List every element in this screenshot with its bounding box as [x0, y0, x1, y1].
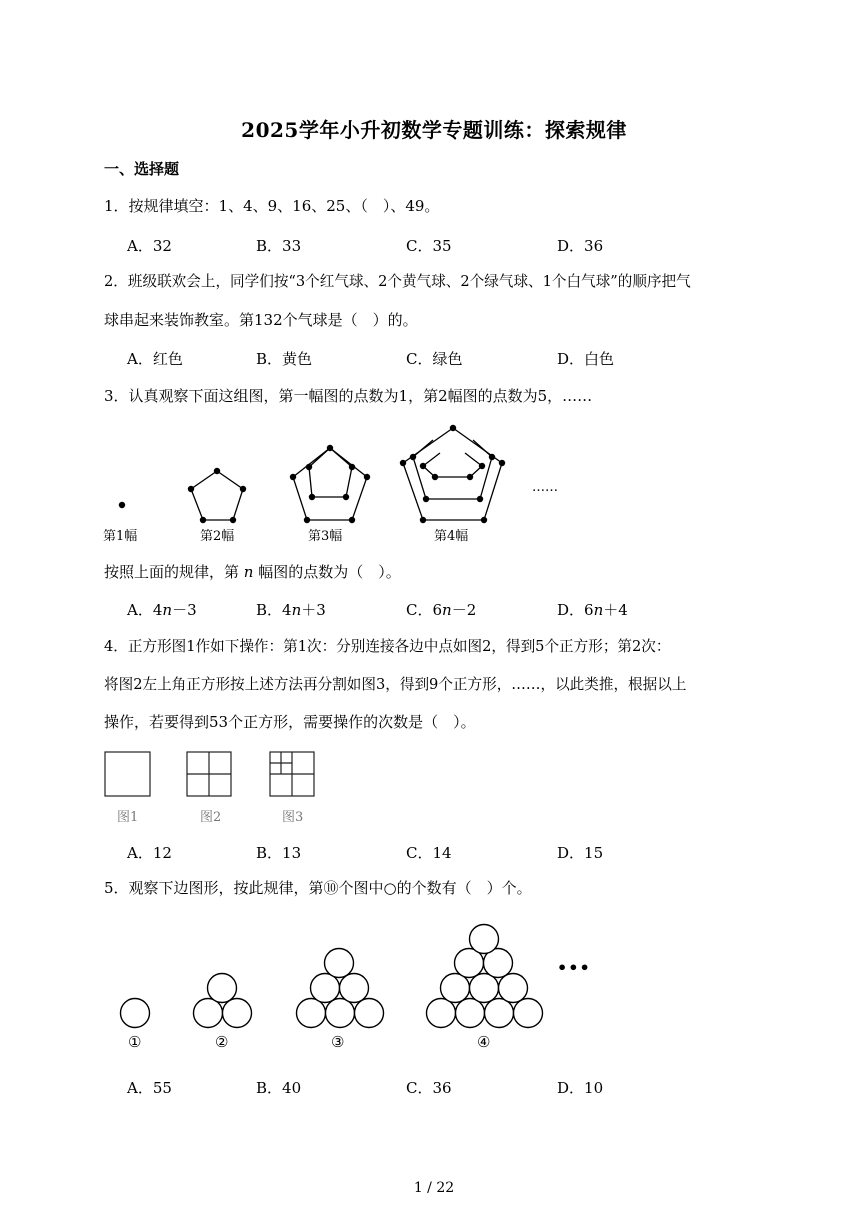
q4-option-a[interactable]: A．12 — [127, 844, 172, 862]
fig1-dot — [119, 502, 125, 508]
fig1-caption: 第1幅 — [103, 529, 138, 544]
q3-option-b[interactable]: B．4n＋3 — [256, 601, 326, 619]
question-4-line-2: 将图2左上角正方形按上述方法再分割如图3，得到9个正方形，……，以此类推，根据以上 — [104, 676, 687, 693]
q2-option-b[interactable]: B．黄色 — [256, 350, 313, 368]
figures-ellipsis: …… — [532, 480, 558, 495]
page-title: 2025学年小升初数学专题训练：探索规律 — [241, 118, 627, 142]
section-heading: 一、选择题 — [104, 160, 180, 178]
square-fig1-caption: 图1 — [117, 810, 139, 825]
circle-fig4-label: ④ — [477, 1033, 491, 1051]
fig3-pentagons — [293, 448, 367, 520]
q3-option-c[interactable]: C．6n－2 — [406, 601, 477, 619]
fig2-caption: 第2幅 — [200, 529, 235, 544]
q5-option-c[interactable]: C．36 — [406, 1079, 452, 1097]
q1-option-a[interactable]: A．32 — [127, 237, 172, 255]
circle-fig3-label: ③ — [331, 1033, 345, 1051]
q4-option-b[interactable]: B．13 — [256, 844, 302, 862]
question-4-line-3: 操作，若要得到53个正方形，需要操作的次数是（ ）。 — [104, 713, 476, 731]
fig4-pentagons — [403, 428, 502, 520]
circle-figures-ellipsis: ••• — [557, 958, 591, 977]
q2-option-c[interactable]: C．绿色 — [406, 350, 463, 368]
q1-option-d[interactable]: D．36 — [557, 237, 604, 255]
fig4-caption: 第4幅 — [434, 529, 469, 544]
question-3-prompt: 按照上面的规律，第 n 幅图的点数为（ ）。 — [104, 563, 401, 581]
q2-option-a[interactable]: A．红色 — [127, 350, 183, 368]
question-5-text: 5．观察下边图形，按此规律，第⑩个图中○的个数有（ ）个。 — [104, 879, 532, 897]
square-fig2-caption: 图2 — [200, 810, 222, 825]
circle-fig1-label: ① — [128, 1033, 142, 1051]
page-number: 1 / 22 — [413, 1180, 455, 1196]
fig2-pentagon — [191, 471, 243, 520]
q5-option-d[interactable]: D．10 — [557, 1079, 604, 1097]
q4-option-d[interactable]: D．15 — [557, 844, 604, 862]
question-2-line-1: 2．班级联欢会上，同学们按“3个红气球、2个黄气球、2个绿气球、1个白气球”的顺序把气 — [104, 273, 691, 290]
q3-option-d[interactable]: D．6n＋4 — [557, 601, 628, 619]
q1-option-b[interactable]: B．33 — [256, 237, 302, 255]
question-1-text: 1．按规律填空：1、4、9、16、25、（ ）、49。 — [104, 197, 440, 215]
q5-option-b[interactable]: B．40 — [256, 1079, 302, 1097]
circle-triangle-figures — [121, 925, 543, 1028]
square-figures — [105, 752, 314, 796]
square-fig3-caption: 图3 — [282, 810, 304, 825]
q3-option-a[interactable]: A．4n－3 — [127, 601, 197, 619]
q5-option-a[interactable]: A．55 — [127, 1079, 172, 1097]
q2-option-d[interactable]: D．白色 — [557, 350, 615, 368]
fig3-dots — [290, 445, 370, 523]
circle-fig2-label: ② — [215, 1033, 229, 1051]
fig4-dots — [400, 425, 505, 523]
question-4-line-1: 4．正方形图1作如下操作：第1次：分别连接各边中点如图2，得到5个正方形；第2次： — [104, 638, 671, 655]
fig2-dots — [188, 468, 246, 523]
fig3-caption: 第3幅 — [308, 529, 343, 544]
question-2-line-2: 球串起来装饰教室。第132个气球是（ ）的。 — [104, 311, 418, 329]
question-3-text: 3．认真观察下面这组图，第一幅图的点数为1，第2幅图的点数为5，…… — [104, 387, 593, 405]
q1-option-c[interactable]: C．35 — [406, 237, 452, 255]
q4-option-c[interactable]: C．14 — [406, 844, 452, 862]
